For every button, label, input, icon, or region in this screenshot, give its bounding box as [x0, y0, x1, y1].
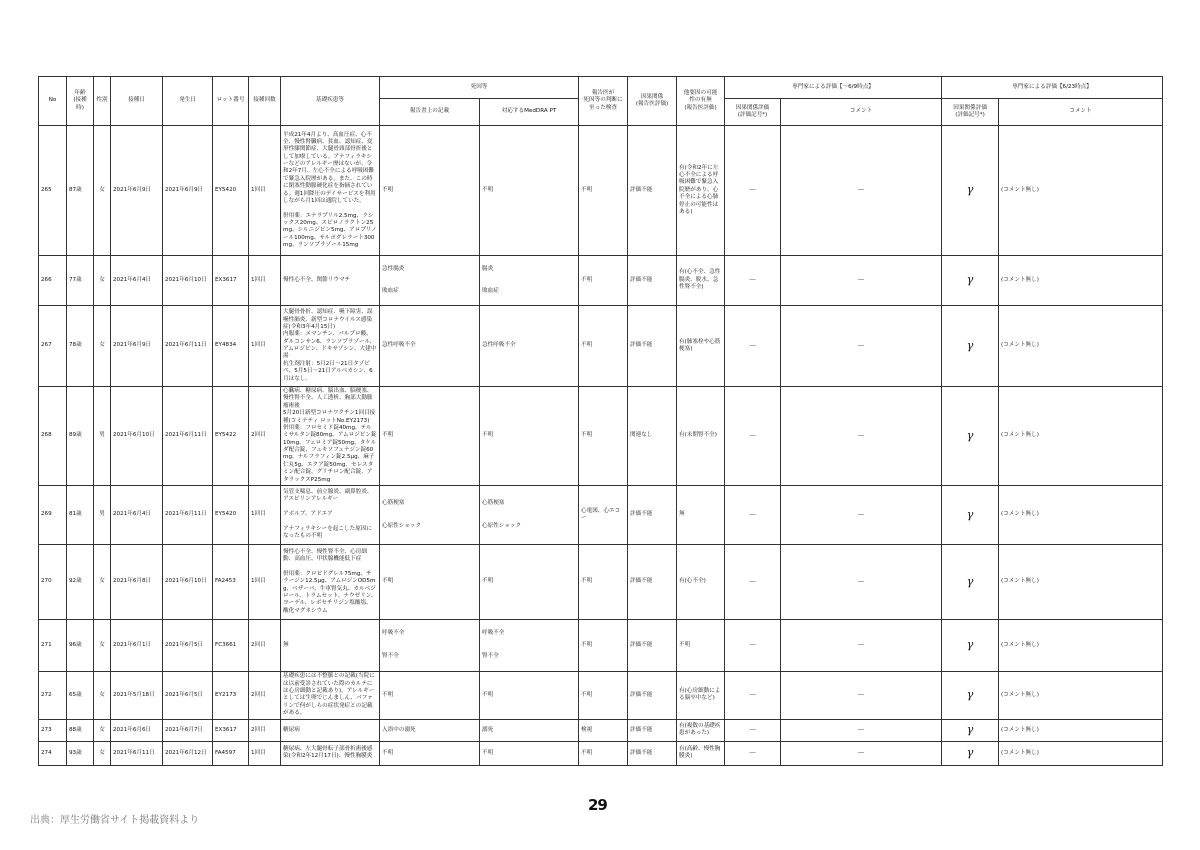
row-cause-meddra: [480, 485, 579, 544]
row-other-factors: 有(心房細動による脳卒中など): [677, 671, 725, 719]
cause-item: 心原性ショック: [482, 522, 522, 529]
header-lot: ロット番号: [213, 77, 249, 126]
row-underlying: 慢性心不全、関節リウマチ: [281, 256, 380, 306]
row-expert-eval-2: γ: [942, 256, 999, 306]
row-expert-comment-1: －: [781, 544, 942, 619]
row-expert-eval-1: －: [725, 256, 781, 306]
source-note: 出典：厚生労働省サイト掲載資料より: [30, 815, 200, 826]
row-onset-date: 2021年6月11日: [163, 485, 213, 544]
row-causality: 評価不能: [628, 126, 677, 256]
row-sex: 女: [94, 544, 111, 619]
row-cause-report: [380, 619, 480, 671]
row-underlying: 平成21年4月より、高血圧症、心不全、慢性腎臓病、貧血、認知症、変形性膝関節症、大腿骨頸部骨折後として加療している。アナフィラキシーなどのアレルギー歴はないが、令和2年7月、左心不全による呼吸困難で緊急入院歴がある。また、この時に閉塞性動脈硬化症を指摘されている。週1回降圧のデイサービスを利用しながら月1回は通院していた。 併用薬：エナラプリル2.5mg、ラシックス20mg、スピロノラクトン25mg、シルニジピン5mg、アロプリノール100mg、サルポグレラート300mg、ランソプラゾール15mg: [281, 126, 380, 256]
row-onset-date: 2021年6月5日: [163, 619, 213, 671]
row-cause-meddra: [480, 671, 579, 719]
row-no: 266: [39, 256, 67, 306]
row-cause-meddra: [480, 719, 579, 741]
cause-item: 敗血症: [382, 288, 399, 295]
cause-item: 不明: [482, 432, 494, 439]
table-body: [39, 126, 1163, 766]
header-expert-eval-1: 因果関係評価 (評価記号*): [725, 99, 781, 126]
row-causality: 関連なし: [628, 387, 677, 486]
cause-item: 急性呼吸不全: [382, 342, 416, 349]
row-exam: 心電図、心エコー: [579, 485, 628, 544]
table-row: [39, 485, 1163, 544]
cause-item: 呼吸不全: [382, 630, 405, 637]
row-exam: 不明: [579, 671, 628, 719]
header-comment-2: コメント: [999, 99, 1163, 126]
row-exam: 不明: [579, 619, 628, 671]
row-underlying: 大腿骨骨折、認知症、嚥下障害、誤嚥性肺炎、新型コロナウイルス感染症(令和3年4月15日) 内服薬：メマンチン、バルプロ酸、ダルコンサン6、ランソプラゾール、アムロジピン、ドキサゾシン、大建中湯 抗生剤注射：5月2日～21日タゾピペ、5月5日～21日アルベカシン、6月はなし。: [281, 306, 380, 387]
row-sex: 男: [94, 387, 111, 486]
cause-item: 不明: [382, 691, 394, 698]
row-vaccination-date: 2021年6月4日: [111, 256, 163, 306]
row-underlying: 基礎疾患には不整脈との記載(当院には以前受診されていた際のカルテには心房細動と記載あり)。アレルギーとしては生卵でじんましん、バファリンで何がしらの症状発症との記載がある。: [281, 671, 380, 719]
row-sex: 女: [94, 719, 111, 741]
row-age: 89歳: [67, 387, 94, 486]
row-sex: 女: [94, 256, 111, 306]
row-other-factors: 有(心不全、急性腸炎、脱水、急性腎不全): [677, 256, 725, 306]
row-cause-report: [380, 485, 480, 544]
cause-item: 呼吸不全: [482, 630, 505, 637]
cause-item: 心原性ショック: [382, 522, 422, 529]
row-no: 274: [39, 741, 67, 765]
row-lot: EY5420: [213, 126, 249, 256]
row-onset-date: 2021年6月9日: [163, 126, 213, 256]
row-expert-eval-1: －: [725, 719, 781, 741]
row-cause-report: [380, 256, 480, 306]
row-expert-eval-1: －: [725, 306, 781, 387]
row-vaccination-date: 2021年6月11日: [111, 741, 163, 765]
row-cause-meddra: [480, 741, 579, 765]
row-exam: 不明: [579, 126, 628, 256]
row-cause-report: [380, 544, 480, 619]
row-vaccination-date: 2021年6月4日: [111, 485, 163, 544]
row-exam: 検視: [579, 719, 628, 741]
row-expert-eval-2: γ: [942, 485, 999, 544]
row-expert-eval-2: γ: [942, 387, 999, 486]
death-report-table: [38, 76, 1163, 766]
row-lot: EX3617: [213, 256, 249, 306]
row-underlying: 糖尿病: [281, 719, 380, 741]
cause-item: 心筋梗塞: [382, 499, 405, 506]
row-onset-date: 2021年6月11日: [163, 387, 213, 486]
row-expert-eval-1: －: [725, 387, 781, 486]
row-cause-meddra: [480, 256, 579, 306]
row-dose: 1回目: [249, 126, 281, 256]
header-cause-group: 死因等: [380, 77, 579, 99]
table-row: [39, 126, 1163, 256]
row-age: 96歳: [67, 619, 94, 671]
row-expert-eval-1: －: [725, 485, 781, 544]
cause-item: 不明: [382, 749, 394, 756]
row-expert-comment-1: －: [781, 741, 942, 765]
table-row: [39, 256, 1163, 306]
row-other-factors: 不明: [677, 619, 725, 671]
header-dose: 接種回数: [249, 77, 281, 126]
row-other-factors: 無: [677, 485, 725, 544]
cause-item: 腎不全: [382, 653, 399, 659]
table-row: [39, 719, 1163, 741]
cause-item: 不明: [482, 186, 494, 193]
row-causality: 評価不能: [628, 719, 677, 741]
row-dose: 2回目: [249, 671, 281, 719]
row-other-factors: 有(肺塞栓や心筋梗塞): [677, 306, 725, 387]
cause-item: 溺死: [482, 726, 494, 733]
row-exam: 不明: [579, 544, 628, 619]
row-age: 87歳: [67, 126, 94, 256]
row-underlying: 心臓病、糖尿病、脳出血、脳梗塞、慢性腎不全、人工透析、胸部大動脈瘤術後 5月20日新型コロナワクチン1回目接種(コミナティ ロットNo.EY2173) 併用薬：フロセミド錠40mg、テルミサルタン錠80mg、アムロジピン錠10mg、フェロミア錠50mg、タケルダ配合錠、フェキソフェナジン錠60mg、ナルフラフィン錠2.5μg、麻子仁丸5g、エクア錠50mg、セレスタミン配合錠、グリチロン配合錠、アタラックスP25mg: [281, 387, 380, 486]
row-vaccination-date: 2021年6月9日: [111, 126, 163, 256]
row-sex: 男: [94, 485, 111, 544]
row-lot: EY5420: [213, 485, 249, 544]
header-comment-1: コメント: [781, 99, 942, 126]
table-row: [39, 619, 1163, 671]
row-underlying: 慢性心不全、慢性腎不全、心房細動、高血圧、甲状腺機能低下症 併用薬：クロピドグレル75mg、チラージン12.5μg、アムロジンOD5mg、ベザーバ、牛車腎気丸、カルベジロール、トラムセット、ナウゼリン、ヨーデル、レボセチリジン塩酸塩、酸化マグネシウム: [281, 544, 380, 619]
row-other-factors: 有(高齢、慢性胸膜炎): [677, 741, 725, 765]
row-onset-date: 2021年6月7日: [163, 719, 213, 741]
header-underlying: 基礎疾患等: [281, 77, 380, 126]
cause-list: [482, 266, 576, 296]
row-age: 78歳: [67, 306, 94, 387]
cause-item: 心筋梗塞: [482, 499, 505, 506]
row-exam: 不明: [579, 387, 628, 486]
row-age: 65歳: [67, 671, 94, 719]
row-sex: 女: [94, 126, 111, 256]
row-causality: 評価不能: [628, 741, 677, 765]
row-cause-report: [380, 126, 480, 256]
row-other-factors: 有(複数の基礎疾患があった): [677, 719, 725, 741]
row-causality: 評価不能: [628, 671, 677, 719]
header-other-factors: 他要因の可能 性の有無 (報告医評価): [677, 77, 725, 126]
row-dose: 2回目: [249, 387, 281, 486]
cause-item: 敗血症: [482, 288, 499, 295]
cause-item: 腸炎: [482, 265, 494, 272]
header-cause-meddra: 対応するMedDRA PT: [480, 99, 579, 126]
row-age: 77歳: [67, 256, 94, 306]
row-expert-comment-1: －: [781, 485, 942, 544]
row-cause-meddra: [480, 619, 579, 671]
table-row: [39, 306, 1163, 387]
row-underlying: 気管支喘息、前立腺炎、副鼻腔炎、アスピリンアレルギー アボルブ、アドエア アナフィラキシーを起こした原因になったもの不明: [281, 485, 380, 544]
cause-list: [482, 630, 576, 660]
row-expert-eval-2: γ: [942, 619, 999, 671]
row-no: 267: [39, 306, 67, 387]
row-no: 268: [39, 387, 67, 486]
row-dose: 1回目: [249, 306, 281, 387]
row-dose: 1回目: [249, 485, 281, 544]
row-other-factors: 有(末期腎不全): [677, 387, 725, 486]
row-expert-eval-2: γ: [942, 126, 999, 256]
table-row: [39, 544, 1163, 619]
row-age: 92歳: [67, 544, 94, 619]
header-exam: 報告医が 死因等の判断に 至った検査: [579, 77, 628, 126]
table-row: [39, 671, 1163, 719]
row-vaccination-date: 2021年6月8日: [111, 544, 163, 619]
header-onset-date: 発生日: [163, 77, 213, 126]
row-vaccination-date: 2021年5月18日: [111, 671, 163, 719]
header-cause-report: 報告書上の記載: [380, 99, 480, 126]
row-no: 265: [39, 126, 67, 256]
row-causality: 評価不能: [628, 485, 677, 544]
row-no: 270: [39, 544, 67, 619]
row-cause-meddra: [480, 306, 579, 387]
row-expert-eval-2: γ: [942, 671, 999, 719]
row-expert-comment-1: －: [781, 671, 942, 719]
cause-item: 急性呼吸不全: [482, 342, 516, 349]
table-row: [39, 741, 1163, 765]
row-lot: EY2173: [213, 671, 249, 719]
cause-item: 不明: [482, 691, 494, 698]
row-expert-eval-1: －: [725, 671, 781, 719]
row-sex: 女: [94, 619, 111, 671]
row-expert-eval-2: γ: [942, 719, 999, 741]
header-age: 年齢 (接種 時): [67, 77, 94, 126]
row-lot: EY4834: [213, 306, 249, 387]
row-causality: 評価不能: [628, 306, 677, 387]
row-expert-eval-2: γ: [942, 306, 999, 387]
header-expert-group-1: 専門家による評価【～6/9時点】: [725, 77, 942, 99]
row-expert-comment-2: (コメント無し): [999, 387, 1163, 486]
row-causality: 評価不能: [628, 619, 677, 671]
row-cause-report: [380, 306, 480, 387]
row-exam: 不明: [579, 741, 628, 765]
row-other-factors: 有(心不全): [677, 544, 725, 619]
row-vaccination-date: 2021年6月6日: [111, 719, 163, 741]
row-expert-comment-2: (コメント無し): [999, 719, 1163, 741]
row-causality: 評価不能: [628, 256, 677, 306]
row-other-factors: 有(令和2年に左心不全による呼吸困難で緊急入院歴があり、心不全による心肺停止の可能性はある): [677, 126, 725, 256]
header-no: No: [39, 77, 67, 126]
row-expert-comment-1: －: [781, 256, 942, 306]
row-lot: FA4597: [213, 741, 249, 765]
row-dose: 1回目: [249, 741, 281, 765]
row-expert-eval-1: －: [725, 619, 781, 671]
row-lot: FA2453: [213, 544, 249, 619]
row-expert-eval-2: γ: [942, 741, 999, 765]
cause-item: 不明: [382, 578, 394, 585]
row-expert-comment-1: －: [781, 306, 942, 387]
row-expert-eval-1: －: [725, 126, 781, 256]
row-dose: 2回目: [249, 619, 281, 671]
row-expert-comment-2: (コメント無し): [999, 485, 1163, 544]
row-dose: 2回目: [249, 719, 281, 741]
row-onset-date: 2021年6月11日: [163, 306, 213, 387]
row-expert-comment-2: (コメント無し): [999, 126, 1163, 256]
row-lot: FC3661: [213, 619, 249, 671]
row-sex: 女: [94, 671, 111, 719]
row-lot: EY5422: [213, 387, 249, 486]
row-causality: 評価不能: [628, 544, 677, 619]
row-onset-date: 2021年6月10日: [163, 256, 213, 306]
row-expert-eval-1: －: [725, 741, 781, 765]
row-vaccination-date: 2021年6月10日: [111, 387, 163, 486]
row-lot: EX3617: [213, 719, 249, 741]
row-exam: 不明: [579, 306, 628, 387]
header-sex: 性別: [94, 77, 111, 126]
row-expert-comment-1: －: [781, 387, 942, 486]
page-number: 29: [588, 796, 607, 814]
header-expert-eval-2: 因果関係評価 (評価記号*): [942, 99, 999, 126]
row-onset-date: 2021年6月5日: [163, 671, 213, 719]
row-exam: 不明: [579, 256, 628, 306]
row-age: 81歳: [67, 485, 94, 544]
row-no: 272: [39, 671, 67, 719]
row-cause-meddra: [480, 387, 579, 486]
row-expert-comment-2: (コメント無し): [999, 544, 1163, 619]
cause-list: [382, 266, 477, 296]
row-expert-comment-1: －: [781, 619, 942, 671]
row-age: 93歳: [67, 741, 94, 765]
cause-item: 不明: [382, 432, 394, 439]
row-expert-comment-2: (コメント無し): [999, 306, 1163, 387]
row-cause-report: [380, 741, 480, 765]
row-expert-comment-1: －: [781, 719, 942, 741]
row-age: 88歳: [67, 719, 94, 741]
row-sex: 女: [94, 306, 111, 387]
row-onset-date: 2021年6月12日: [163, 741, 213, 765]
row-expert-eval-1: －: [725, 544, 781, 619]
row-expert-comment-2: (コメント無し): [999, 671, 1163, 719]
header-causality: 因果関係 (報告医評価): [628, 77, 677, 126]
row-expert-comment-1: －: [781, 126, 942, 256]
row-cause-meddra: [480, 544, 579, 619]
row-onset-date: 2021年6月10日: [163, 544, 213, 619]
row-underlying: 糖尿病、左大腿骨転子部骨折術後感染(令和2年12月17日)、慢性胸膜炎: [281, 741, 380, 765]
row-no: 271: [39, 619, 67, 671]
row-expert-comment-2: (コメント無し): [999, 619, 1163, 671]
row-cause-meddra: [480, 126, 579, 256]
row-underlying: 無: [281, 619, 380, 671]
cause-item: 不明: [482, 749, 494, 756]
row-sex: 女: [94, 741, 111, 765]
row-expert-comment-2: (コメント無し): [999, 741, 1163, 765]
row-expert-eval-2: γ: [942, 544, 999, 619]
row-no: 273: [39, 719, 67, 741]
cause-item: 腎不全: [482, 653, 499, 659]
cause-item: 急性腸炎: [382, 265, 405, 272]
header-vaccination-date: 接種日: [111, 77, 163, 126]
table-row: [39, 387, 1163, 486]
cause-item: 不明: [382, 186, 394, 193]
row-vaccination-date: 2021年6月9日: [111, 306, 163, 387]
cause-list: [482, 500, 576, 530]
row-dose: 1回目: [249, 256, 281, 306]
cause-list: [382, 500, 477, 530]
cause-item: 不明: [482, 578, 494, 585]
row-vaccination-date: 2021年6月1日: [111, 619, 163, 671]
row-dose: 1回目: [249, 544, 281, 619]
row-cause-report: [380, 387, 480, 486]
row-cause-report: [380, 671, 480, 719]
row-cause-report: [380, 719, 480, 741]
cause-item: 入浴中の溺死: [382, 726, 416, 733]
header-expert-group-2: 専門家による評価【6/23時点】: [942, 77, 1163, 99]
cause-list: [382, 630, 477, 660]
row-no: 269: [39, 485, 67, 544]
row-expert-comment-2: (コメント無し): [999, 256, 1163, 306]
